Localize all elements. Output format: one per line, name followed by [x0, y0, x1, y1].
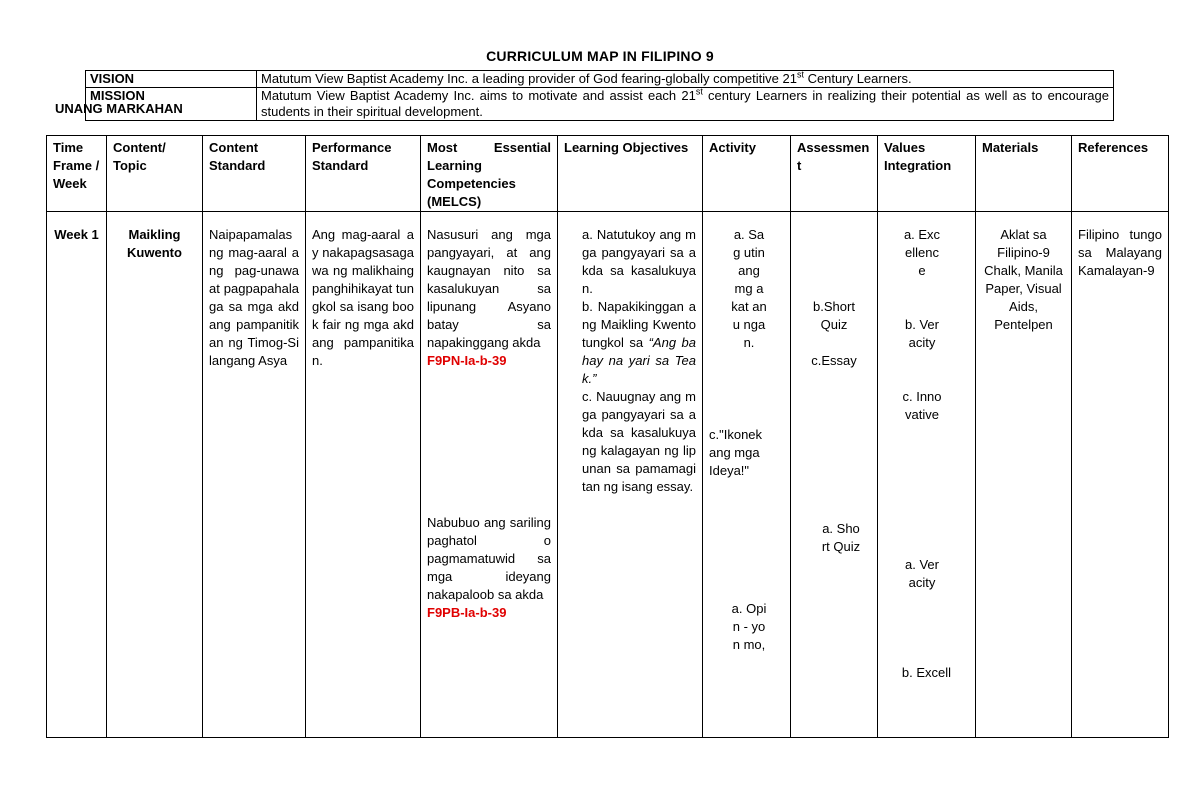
objective-a: a. Natutukoy ang mga pangyayari sa akda sa kasalukuyan. — [582, 227, 696, 296]
vision-sup: st — [796, 69, 804, 80]
assessment-spacer-1 — [797, 226, 871, 298]
mission-sup: st — [695, 86, 703, 97]
values-spacer-4 — [884, 592, 969, 664]
melcs-cell — [421, 212, 558, 738]
vision-row — [86, 71, 1114, 88]
mission-text-main: Matutum View Baptist Academy Inc. aims to motivate and assist each 21 — [261, 88, 696, 103]
assessment-c: c.Essay — [811, 353, 857, 368]
activity-spacer-1 — [709, 352, 784, 426]
melc-2-text: Nabubuo ang sariling paghatol o pagmamatuwid sa mga ideyang nakapaloob sa akda — [427, 515, 551, 602]
header-references: References — [1072, 136, 1169, 212]
mission-row — [86, 88, 1114, 121]
values-c: c. Innovative — [902, 389, 942, 422]
vision-text — [257, 71, 1114, 88]
page-title: CURRICULUM MAP IN FILIPINO 9 — [486, 48, 714, 64]
objectives-cell — [558, 212, 703, 738]
content-standard-cell: Naipapamalas ng mag-aaral ang pag-unawa at pagpapahalaga sa mga akdang pampanitikan ng Timog-Silangang Asya — [203, 212, 306, 738]
week-cell: Week 1 — [47, 212, 107, 738]
values-spacer-1 — [884, 280, 969, 316]
vision-label: VISION — [86, 71, 257, 88]
materials-cell: Aklat sa Filipino-9 Chalk, Manila Paper, Visual Aids, Pentelpen — [976, 212, 1072, 738]
assessment-cell — [791, 212, 878, 738]
values-b: b. Veracity — [905, 317, 939, 350]
vision-text-end: Century Learners. — [803, 71, 912, 86]
mission-text-end: century Learners in realizing their potential as well as to encourage students in their spiritual development. — [261, 88, 1110, 119]
values-b2: b. Excell — [901, 665, 952, 680]
vision-text-main: Matutum View Baptist Academy Inc. a leading provider of God fearing-globally competitive 21 — [261, 71, 797, 86]
header-melcs: Most Essential Learning Competencies (MELCS) — [421, 136, 558, 212]
objective-c: c. Nauugnay ang mga pangyayari sa akda sa kasalukuyang kalagayan ng lipunan sa pamamagitan ng isang essay. — [582, 389, 696, 494]
assessment-spacer-2 — [797, 334, 871, 352]
activity-a: a. Sag utin ang mg a kat anu nga n. — [731, 227, 767, 350]
assessment-spacer-3 — [797, 370, 871, 520]
values-a2: a. Veracity — [905, 557, 939, 590]
topic-cell: Maikling Kuwento — [107, 212, 203, 738]
header-assessment: Assessment — [791, 136, 878, 212]
melc-2-code: F9PB-Ia-b-39 — [427, 605, 507, 620]
header-performance-standard: Performance Standard — [306, 136, 421, 212]
activity-c: c."Ikonek ang mga Ideya!" — [709, 427, 763, 478]
header-learning-objectives: Learning Objectives — [558, 136, 703, 212]
activity-cell — [703, 212, 791, 738]
header-content-standard: Content Standard — [203, 136, 306, 212]
week-row — [47, 212, 1169, 738]
values-spacer-3 — [884, 424, 969, 556]
references-cell: Filipino tungo sa Malayang Kamalayan-9 — [1072, 212, 1169, 738]
mission-text — [257, 88, 1114, 121]
melc-1-code: F9PN-Ia-b-39 — [427, 353, 507, 368]
values-spacer-2 — [884, 352, 969, 388]
values-cell — [878, 212, 976, 738]
header-time-frame: Time Frame / Week — [47, 136, 107, 212]
objective-b — [582, 298, 696, 388]
header-values-integration: Values Integration — [878, 136, 976, 212]
header-row — [47, 136, 1169, 212]
assessment-a: a. Short Quiz — [821, 521, 861, 554]
header-content-topic: Content/ Topic — [107, 136, 203, 212]
activity-spacer-2 — [709, 480, 784, 600]
objective-b-text: b. Napakikinggan ang Maikling Kwento tungkol sa — [582, 299, 696, 350]
melc-spacer — [427, 370, 551, 514]
melc-1-text: Nasusuri ang mga pangyayari, at ang kaugnayan nito sa kasalukuyan sa lipunang Asyano batay sa napakinggang akda — [427, 227, 551, 350]
curriculum-table — [46, 135, 1169, 738]
header-activity: Activity — [703, 136, 791, 212]
objective-b-story-title: “Ang bahay na yari sa Teak.” — [582, 335, 696, 386]
header-materials: Materials — [976, 136, 1072, 212]
performance-standard-cell: Ang mag-aaral ay nakapagsasagawa ng malikhaing panghihikayat tungkol sa isang book fair ng mga akdang pampanitikan. — [306, 212, 421, 738]
vision-mission-table — [85, 70, 1114, 121]
activity-opinyon: a. Opin - yon mo, — [731, 601, 767, 652]
assessment-b: b.Short Quiz — [813, 299, 855, 332]
quarter-label: UNANG MARKAHAN — [55, 101, 183, 116]
values-a: a. Excellence — [903, 227, 941, 278]
mission-label: MISSION — [86, 88, 257, 121]
